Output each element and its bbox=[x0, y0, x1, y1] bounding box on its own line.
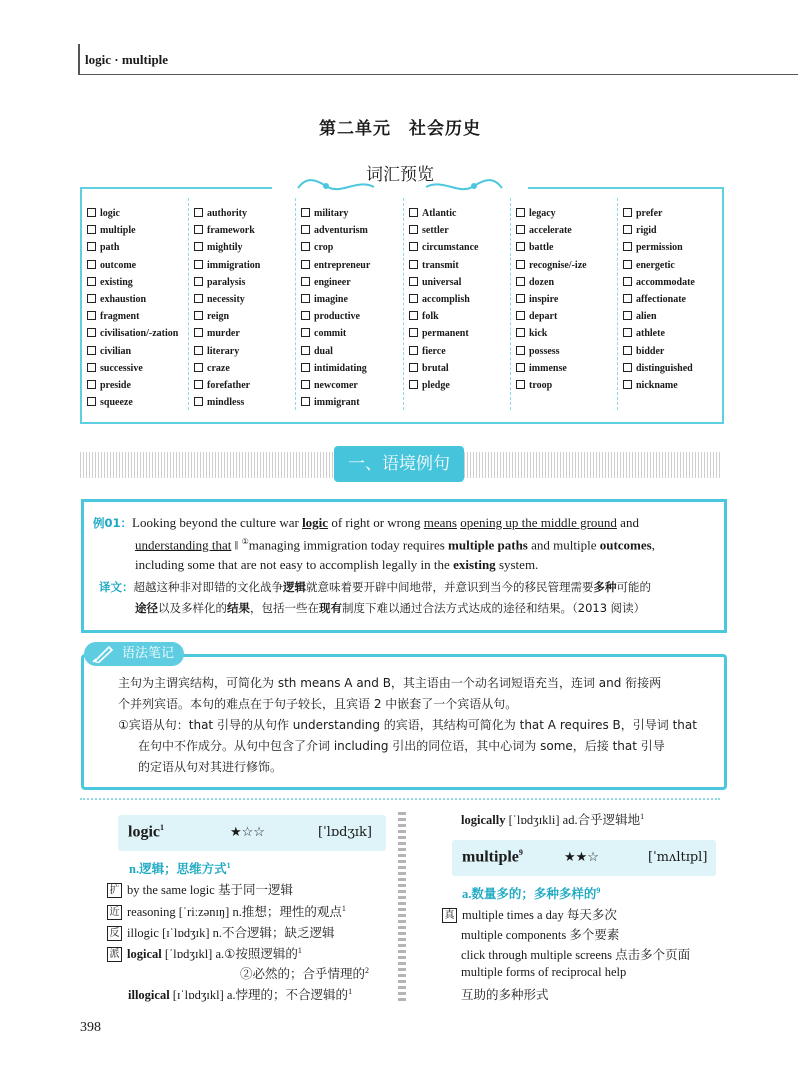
section-banner: 一、语境例句 bbox=[334, 446, 464, 482]
checkbox[interactable] bbox=[516, 225, 525, 234]
checkbox[interactable] bbox=[87, 397, 96, 406]
vocab-column-5 bbox=[516, 205, 587, 394]
vocab-item[interactable]: accomplish bbox=[409, 291, 478, 308]
vocab-item[interactable]: accelerate bbox=[516, 222, 587, 239]
checkbox[interactable] bbox=[87, 277, 96, 286]
checkbox[interactable] bbox=[623, 311, 632, 320]
entry-line: 近 reasoning [ˈriːzənɪŋ] n.推想；理性的观点$^1$ bbox=[107, 902, 346, 920]
example-label: 例01： bbox=[93, 516, 133, 530]
vocab-divider bbox=[510, 198, 511, 410]
checkbox[interactable] bbox=[301, 242, 310, 251]
checkbox[interactable] bbox=[301, 380, 310, 389]
vocab-title: 词汇预览 bbox=[366, 165, 434, 185]
checkbox[interactable] bbox=[409, 328, 418, 337]
running-title: logic · multiple bbox=[85, 52, 169, 67]
vocab-item[interactable]: commit bbox=[301, 325, 370, 342]
header-rule bbox=[78, 74, 798, 75]
vocab-item[interactable]: rigid bbox=[623, 222, 695, 239]
grammar-note-line: 在句中不作成分。从句中包含了介词 including 引出的同位语，其中心词为 some，后接 that 引导 bbox=[138, 739, 665, 753]
translation-line-1: 译文：超越这种非对即错的文化战争逻辑就意味着要开辟中间地带，并意识到当今的移民管理需要多种可能的 bbox=[99, 580, 651, 594]
vocab-item[interactable]: reign bbox=[194, 308, 260, 325]
vocab-item[interactable]: kick bbox=[516, 325, 587, 342]
star-rating: ★☆☆ bbox=[230, 825, 265, 840]
pos-definition: a.数量多的；多种多样的$^9$ bbox=[462, 885, 601, 901]
translation-line-2: 途径以及多样化的结果，包括一些在现有制度下难以通过合法方式达成的途径和结果。（2013 阅读） bbox=[135, 601, 646, 615]
vocab-item[interactable]: multiple bbox=[87, 222, 178, 239]
vocab-item[interactable]: distinguished bbox=[623, 360, 695, 377]
section-divider bbox=[80, 798, 720, 800]
vocab-item[interactable]: circumstance bbox=[409, 239, 478, 256]
vocab-item[interactable]: nickname bbox=[623, 377, 695, 394]
vocab-item[interactable]: fierce bbox=[409, 343, 478, 360]
vocab-item[interactable]: legacy bbox=[516, 205, 587, 222]
checkbox[interactable] bbox=[623, 242, 632, 251]
checkbox[interactable] bbox=[87, 225, 96, 234]
checkbox[interactable] bbox=[516, 242, 525, 251]
vocab-item[interactable]: productive bbox=[301, 308, 370, 325]
checkbox[interactable] bbox=[516, 260, 525, 269]
vocab-column-1 bbox=[87, 205, 178, 411]
vocab-column-3 bbox=[301, 205, 370, 411]
checkbox[interactable] bbox=[194, 208, 203, 217]
checkbox[interactable] bbox=[87, 328, 96, 337]
ipa: [ˈlɒdʒɪk] bbox=[318, 825, 372, 840]
entry-line: 派 logical [ˈlɒdʒɪkl] a.①按照逻辑的$^1$ bbox=[107, 944, 302, 962]
page-number: 398 bbox=[80, 1020, 101, 1035]
vocab-item[interactable]: authority bbox=[194, 205, 260, 222]
entry-line: 反 illogic [ɪˈlɒdʒɪk] n.不合逻辑；缺乏逻辑 bbox=[107, 923, 335, 941]
checkbox[interactable] bbox=[623, 208, 632, 217]
column-divider bbox=[398, 812, 406, 1002]
checkbox[interactable] bbox=[87, 260, 96, 269]
vocab-item[interactable]: accommodate bbox=[623, 274, 695, 291]
checkbox[interactable] bbox=[409, 311, 418, 320]
vocab-item[interactable]: Atlantic bbox=[409, 205, 478, 222]
checkbox[interactable] bbox=[409, 242, 418, 251]
vocab-item[interactable]: dual bbox=[301, 343, 370, 360]
vocab-item[interactable]: transmit bbox=[409, 257, 478, 274]
checkbox[interactable] bbox=[623, 260, 632, 269]
checkbox[interactable] bbox=[409, 260, 418, 269]
checkbox[interactable] bbox=[301, 277, 310, 286]
checkbox[interactable] bbox=[301, 363, 310, 372]
vocab-item[interactable]: brutal bbox=[409, 360, 478, 377]
checkbox[interactable] bbox=[516, 328, 525, 337]
entry-line: multiple components 多个要素 bbox=[461, 928, 620, 942]
checkbox[interactable] bbox=[194, 363, 203, 372]
vocab-item[interactable]: entrepreneur bbox=[301, 257, 370, 274]
checkbox[interactable] bbox=[87, 380, 96, 389]
ipa: [ˈmʌltɪpl] bbox=[648, 850, 708, 865]
vocab-item[interactable]: immigrant bbox=[301, 394, 370, 411]
vocab-item[interactable]: immigration bbox=[194, 257, 260, 274]
vocab-item[interactable]: permission bbox=[623, 239, 695, 256]
vocab-item[interactable]: outcome bbox=[87, 257, 178, 274]
vocab-item[interactable]: mindless bbox=[194, 394, 260, 411]
checkbox[interactable] bbox=[301, 311, 310, 320]
entry-line: click through multiple screens 点击多个页面 bbox=[461, 948, 691, 962]
checkbox[interactable] bbox=[516, 363, 525, 372]
entry-line: ②必然的；合乎情理的$^2$ bbox=[240, 965, 370, 981]
checkbox[interactable] bbox=[301, 346, 310, 355]
checkbox[interactable] bbox=[194, 328, 203, 337]
checkbox[interactable] bbox=[301, 397, 310, 406]
vocab-item[interactable]: recognise/-ize bbox=[516, 257, 587, 274]
checkbox[interactable] bbox=[623, 277, 632, 286]
vocab-item[interactable]: craze bbox=[194, 360, 260, 377]
pen-icon bbox=[92, 645, 114, 663]
vocab-item[interactable]: preside bbox=[87, 377, 178, 394]
vocab-divider bbox=[617, 198, 618, 410]
vocab-item[interactable]: adventurism bbox=[301, 222, 370, 239]
vocab-item[interactable]: squeeze bbox=[87, 394, 178, 411]
checkbox[interactable] bbox=[194, 277, 203, 286]
example-line-1: 例01：Looking beyond the culture war logic of right or wrong means opening up the middle ground and bbox=[93, 515, 639, 530]
checkbox[interactable] bbox=[194, 294, 203, 303]
vocab-item[interactable]: bidder bbox=[623, 343, 695, 360]
vocab-column-6 bbox=[623, 205, 695, 394]
checkbox[interactable] bbox=[87, 294, 96, 303]
grammar-note-line: ①宾语从句：that 引导的从句作 understanding 的宾语，其结构可简化为 that A requires B，引导词 that bbox=[118, 718, 697, 732]
example-line-2: understanding that ‖ ①managing immigration today requires multiple paths and multiple outcomes, bbox=[135, 537, 655, 553]
grammar-note-line: 主句为主谓宾结构，可简化为 sth means A and B，其主语由一个动名词短语充当，连词 and 衔接两 bbox=[118, 676, 662, 690]
checkbox[interactable] bbox=[87, 311, 96, 320]
checkbox[interactable] bbox=[623, 294, 632, 303]
vocab-item[interactable]: civilisation/-zation bbox=[87, 325, 178, 342]
entry-line: multiple forms of reciprocal help bbox=[461, 965, 627, 979]
vocab-item[interactable]: possess bbox=[516, 343, 587, 360]
vocab-item[interactable]: prefer bbox=[623, 205, 695, 222]
vocab-item[interactable]: immense bbox=[516, 360, 587, 377]
checkbox[interactable] bbox=[301, 225, 310, 234]
vocab-item[interactable]: necessity bbox=[194, 291, 260, 308]
entry-line: 真 multiple times a day 每天多次 bbox=[442, 905, 617, 923]
grammar-notes-title: 语法笔记 bbox=[122, 646, 175, 661]
vocab-item[interactable]: athlete bbox=[623, 325, 695, 342]
pos-definition: n.逻辑；思维方式$^1$ bbox=[129, 860, 231, 876]
vocab-column-2 bbox=[194, 205, 260, 411]
vocab-item[interactable]: inspire bbox=[516, 291, 587, 308]
vocab-item[interactable]: alien bbox=[623, 308, 695, 325]
vocab-item[interactable]: depart bbox=[516, 308, 587, 325]
checkbox[interactable] bbox=[87, 208, 96, 217]
entry-line: 互助的多种形式 bbox=[461, 988, 549, 1002]
checkbox[interactable] bbox=[194, 260, 203, 269]
example-line-3: including some that are not easy to accomplish legally in the existing system. bbox=[135, 557, 539, 572]
vocab-item[interactable]: paralysis bbox=[194, 274, 260, 291]
vocab-divider bbox=[403, 198, 404, 410]
checkbox[interactable] bbox=[301, 328, 310, 337]
vocab-item[interactable]: military bbox=[301, 205, 370, 222]
vocab-item[interactable]: literary bbox=[194, 343, 260, 360]
vocab-item[interactable]: energetic bbox=[623, 257, 695, 274]
checkbox[interactable] bbox=[516, 277, 525, 286]
checkbox[interactable] bbox=[301, 208, 310, 217]
checkbox[interactable] bbox=[301, 294, 310, 303]
vocab-item[interactable]: successive bbox=[87, 360, 178, 377]
checkbox[interactable] bbox=[409, 225, 418, 234]
vocab-item[interactable]: crop bbox=[301, 239, 370, 256]
checkbox[interactable] bbox=[194, 242, 203, 251]
checkbox[interactable] bbox=[516, 380, 525, 389]
vocab-item[interactable]: dozen bbox=[516, 274, 587, 291]
vocab-item[interactable]: framework bbox=[194, 222, 260, 239]
vocab-item[interactable]: fragment bbox=[87, 308, 178, 325]
grammar-notes-tab bbox=[84, 642, 184, 666]
vocab-item[interactable]: logic bbox=[87, 205, 178, 222]
vocab-item[interactable]: imagine bbox=[301, 291, 370, 308]
checkbox[interactable] bbox=[194, 225, 203, 234]
entry-line: illogical [ɪˈlɒdʒɪkl] a.悖理的；不合逻辑的$^1$ bbox=[128, 986, 353, 1002]
vocab-item[interactable]: settler bbox=[409, 222, 478, 239]
checkbox[interactable] bbox=[409, 363, 418, 372]
checkbox[interactable] bbox=[516, 346, 525, 355]
unit-title: 第二单元 社会历史 bbox=[319, 119, 481, 139]
checkbox[interactable] bbox=[409, 346, 418, 355]
vocab-item[interactable]: path bbox=[87, 239, 178, 256]
vocab-column-4 bbox=[409, 205, 478, 394]
checkbox[interactable] bbox=[409, 294, 418, 303]
headword: logic$^1$ bbox=[128, 823, 164, 841]
checkbox[interactable] bbox=[194, 380, 203, 389]
checkbox[interactable] bbox=[516, 208, 525, 217]
vocab-divider bbox=[188, 198, 189, 410]
vocab-item[interactable]: troop bbox=[516, 377, 587, 394]
vocab-item[interactable]: battle bbox=[516, 239, 587, 256]
grammar-note-line: 个并列宾语。本句的难点在于句子较长，且宾语 2 中嵌套了一个宾语从句。 bbox=[118, 697, 518, 711]
star-rating: ★★☆ bbox=[564, 850, 599, 865]
checkbox[interactable] bbox=[623, 363, 632, 372]
grammar-note-line: 的定语从句对其进行修饰。 bbox=[138, 760, 283, 774]
logic-word-card bbox=[118, 815, 386, 851]
multiple-word-card bbox=[452, 840, 716, 876]
vocab-item[interactable]: engineer bbox=[301, 274, 370, 291]
checkbox[interactable] bbox=[87, 363, 96, 372]
vocab-item[interactable]: exhaustion bbox=[87, 291, 178, 308]
checkbox[interactable] bbox=[409, 277, 418, 286]
checkbox[interactable] bbox=[516, 294, 525, 303]
vocab-item[interactable]: newcomer bbox=[301, 377, 370, 394]
entry-line: logically [ˈlɒdʒɪkli] ad.合乎逻辑地$^1$ bbox=[461, 811, 645, 827]
vocab-item[interactable]: universal bbox=[409, 274, 478, 291]
headword: multiple$^9$ bbox=[462, 848, 523, 866]
checkbox[interactable] bbox=[623, 328, 632, 337]
vocab-item[interactable]: civilian bbox=[87, 343, 178, 360]
checkbox[interactable] bbox=[516, 311, 525, 320]
checkbox[interactable] bbox=[194, 346, 203, 355]
vocab-item[interactable]: pledge bbox=[409, 377, 478, 394]
checkbox[interactable] bbox=[409, 208, 418, 217]
checkbox[interactable] bbox=[301, 260, 310, 269]
vocab-item[interactable]: forefather bbox=[194, 377, 260, 394]
entry-line: 扩 by the same logic 基于同一逻辑 bbox=[107, 880, 293, 898]
vocab-item[interactable]: existing bbox=[87, 274, 178, 291]
checkbox[interactable] bbox=[87, 346, 96, 355]
vocab-item[interactable]: permanent bbox=[409, 325, 478, 342]
checkbox[interactable] bbox=[623, 380, 632, 389]
vocab-divider bbox=[295, 198, 296, 410]
vocab-item[interactable]: murder bbox=[194, 325, 260, 342]
checkbox[interactable] bbox=[87, 242, 96, 251]
vocab-item[interactable]: folk bbox=[409, 308, 478, 325]
vocab-item[interactable]: mightily bbox=[194, 239, 260, 256]
vocab-item[interactable]: intimidating bbox=[301, 360, 370, 377]
checkbox[interactable] bbox=[194, 397, 203, 406]
checkbox[interactable] bbox=[194, 311, 203, 320]
checkbox[interactable] bbox=[409, 380, 418, 389]
vocab-item[interactable]: affectionate bbox=[623, 291, 695, 308]
checkbox[interactable] bbox=[623, 225, 632, 234]
checkbox[interactable] bbox=[623, 346, 632, 355]
